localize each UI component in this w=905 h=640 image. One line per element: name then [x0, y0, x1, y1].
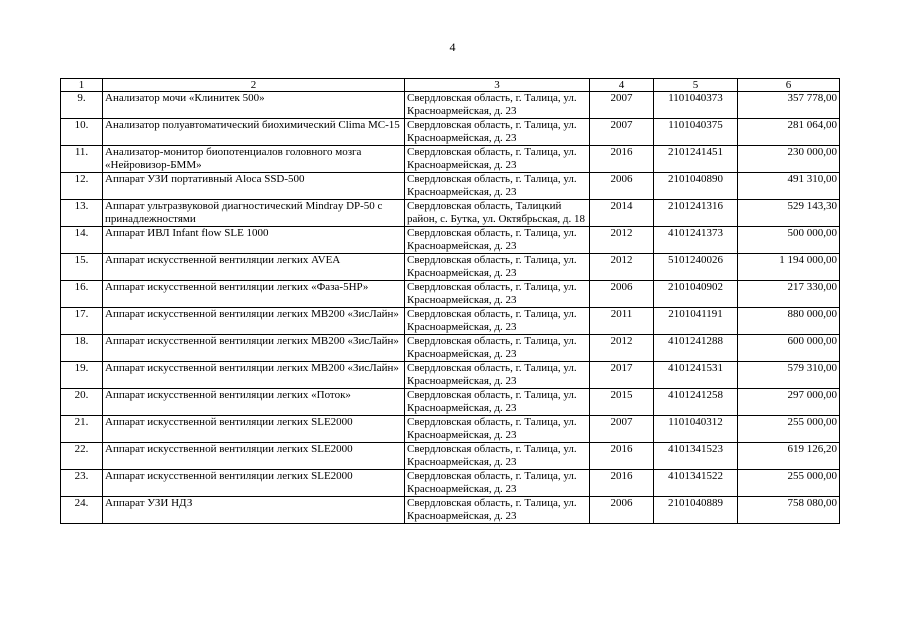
inventory-number: 4101341523 — [654, 443, 738, 470]
row-number: 11. — [61, 146, 103, 173]
inventory-number: 5101240026 — [654, 254, 738, 281]
inventory-number: 4101241373 — [654, 227, 738, 254]
column-number-row — [61, 79, 840, 92]
book-value: 1 194 000,00 — [738, 254, 840, 281]
column-header: 5 — [654, 79, 738, 92]
location-address: Свердловская область, г. Талица, ул. Красноармейская, д. 23 — [405, 497, 590, 524]
inventory-number: 2101040890 — [654, 173, 738, 200]
inventory-number: 1101040312 — [654, 416, 738, 443]
commission-year: 2006 — [590, 173, 654, 200]
table-row — [61, 443, 840, 470]
commission-year: 2012 — [590, 254, 654, 281]
location-address: Свердловская область, г. Талица, ул. Красноармейская, д. 23 — [405, 308, 590, 335]
column-header: 2 — [103, 79, 405, 92]
location-address: Свердловская область, г. Талица, ул. Красноармейская, д. 23 — [405, 119, 590, 146]
location-address: Свердловская область, г. Талица, ул. Красноармейская, д. 23 — [405, 470, 590, 497]
equipment-table — [60, 78, 840, 524]
book-value: 619 126,20 — [738, 443, 840, 470]
column-header: 3 — [405, 79, 590, 92]
row-number: 17. — [61, 308, 103, 335]
book-value: 357 778,00 — [738, 92, 840, 119]
equipment-name: Аппарат ультразвуковой диагностический Mindray DP-50 с принадлежностями — [103, 200, 405, 227]
location-address: Свердловская область, г. Талица, ул. Красноармейская, д. 23 — [405, 362, 590, 389]
row-number: 23. — [61, 470, 103, 497]
equipment-name: Аппарат УЗИ НДЗ — [103, 497, 405, 524]
inventory-number: 2101040902 — [654, 281, 738, 308]
commission-year: 2012 — [590, 227, 654, 254]
commission-year: 2007 — [590, 92, 654, 119]
location-address: Свердловская область, г. Талица, ул. Красноармейская, д. 23 — [405, 146, 590, 173]
inventory-number: 4101241288 — [654, 335, 738, 362]
row-number: 18. — [61, 335, 103, 362]
book-value: 230 000,00 — [738, 146, 840, 173]
equipment-name: Аппарат искусственной вентиляции легких AVEA — [103, 254, 405, 281]
row-number: 24. — [61, 497, 103, 524]
commission-year: 2017 — [590, 362, 654, 389]
row-number: 21. — [61, 416, 103, 443]
commission-year: 2014 — [590, 200, 654, 227]
table-row — [61, 119, 840, 146]
book-value: 500 000,00 — [738, 227, 840, 254]
table-row — [61, 362, 840, 389]
location-address: Свердловская область, Талицкий район, с. Бутка, ул. Октябрьская, д. 18 — [405, 200, 590, 227]
location-address: Свердловская область, г. Талица, ул. Красноармейская, д. 23 — [405, 227, 590, 254]
inventory-number: 1101040373 — [654, 92, 738, 119]
equipment-name: Аппарат искусственной вентиляции легких «Фаза-5НР» — [103, 281, 405, 308]
book-value: 255 000,00 — [738, 416, 840, 443]
equipment-name: Аппарат искусственной вентиляции легких MB200 «ЗисЛайн» — [103, 335, 405, 362]
inventory-number: 2101241316 — [654, 200, 738, 227]
commission-year: 2012 — [590, 335, 654, 362]
table-row — [61, 200, 840, 227]
commission-year: 2007 — [590, 119, 654, 146]
book-value: 491 310,00 — [738, 173, 840, 200]
table-row — [61, 146, 840, 173]
equipment-name: Аппарат искусственной вентиляции легких SLE2000 — [103, 470, 405, 497]
inventory-number: 1101040375 — [654, 119, 738, 146]
row-number: 22. — [61, 443, 103, 470]
inventory-number: 2101041191 — [654, 308, 738, 335]
inventory-number: 4101241258 — [654, 389, 738, 416]
column-header: 6 — [738, 79, 840, 92]
table-row — [61, 389, 840, 416]
row-number: 10. — [61, 119, 103, 146]
table-row — [61, 308, 840, 335]
table-row — [61, 227, 840, 254]
equipment-name: Аппарат искусственной вентиляции легких MB200 «ЗисЛайн» — [103, 308, 405, 335]
equipment-name: Анализатор мочи «Клинитек 500» — [103, 92, 405, 119]
row-number: 13. — [61, 200, 103, 227]
column-header: 4 — [590, 79, 654, 92]
location-address: Свердловская область, г. Талица, ул. Красноармейская, д. 23 — [405, 281, 590, 308]
book-value: 217 330,00 — [738, 281, 840, 308]
commission-year: 2006 — [590, 281, 654, 308]
book-value: 880 000,00 — [738, 308, 840, 335]
inventory-number: 2101241451 — [654, 146, 738, 173]
table-row — [61, 470, 840, 497]
table-row — [61, 416, 840, 443]
book-value: 281 064,00 — [738, 119, 840, 146]
row-number: 15. — [61, 254, 103, 281]
equipment-name: Аппарат УЗИ портативный Aloca SSD-500 — [103, 173, 405, 200]
equipment-name: Аппарат искусственной вентиляции легких MB200 «ЗисЛайн» — [103, 362, 405, 389]
equipment-name: Аппарат ИВЛ Infant flow SLE 1000 — [103, 227, 405, 254]
table-row — [61, 497, 840, 524]
table-row — [61, 92, 840, 119]
inventory-number: 4101241531 — [654, 362, 738, 389]
commission-year: 2016 — [590, 146, 654, 173]
location-address: Свердловская область, г. Талица, ул. Красноармейская, д. 23 — [405, 389, 590, 416]
row-number: 20. — [61, 389, 103, 416]
row-number: 9. — [61, 92, 103, 119]
equipment-name: Аппарат искусственной вентиляции легких SLE2000 — [103, 443, 405, 470]
table-row — [61, 281, 840, 308]
location-address: Свердловская область, г. Талица, ул. Красноармейская, д. 23 — [405, 173, 590, 200]
book-value: 529 143,30 — [738, 200, 840, 227]
commission-year: 2006 — [590, 497, 654, 524]
location-address: Свердловская область, г. Талица, ул. Красноармейская, д. 23 — [405, 335, 590, 362]
location-address: Свердловская область, г. Талица, ул. Красноармейская, д. 23 — [405, 254, 590, 281]
equipment-name: Аппарат искусственной вентиляции легких SLE2000 — [103, 416, 405, 443]
equipment-name: Анализатор-монитор биопотенциалов головного мозга «Нейровизор-БММ» — [103, 146, 405, 173]
row-number: 19. — [61, 362, 103, 389]
book-value: 297 000,00 — [738, 389, 840, 416]
inventory-number: 4101341522 — [654, 470, 738, 497]
commission-year: 2015 — [590, 389, 654, 416]
book-value: 758 080,00 — [738, 497, 840, 524]
inventory-number: 2101040889 — [654, 497, 738, 524]
book-value: 579 310,00 — [738, 362, 840, 389]
location-address: Свердловская область, г. Талица, ул. Красноармейская, д. 23 — [405, 92, 590, 119]
table-row — [61, 335, 840, 362]
table-row — [61, 173, 840, 200]
commission-year: 2011 — [590, 308, 654, 335]
commission-year: 2007 — [590, 416, 654, 443]
equipment-name: Аппарат искусственной вентиляции легких «Поток» — [103, 389, 405, 416]
page-number: 4 — [449, 40, 456, 54]
location-address: Свердловская область, г. Талица, ул. Красноармейская, д. 23 — [405, 416, 590, 443]
row-number: 12. — [61, 173, 103, 200]
row-number: 14. — [61, 227, 103, 254]
table-row — [61, 254, 840, 281]
book-value: 600 000,00 — [738, 335, 840, 362]
column-header: 1 — [61, 79, 103, 92]
book-value: 255 000,00 — [738, 470, 840, 497]
row-number: 16. — [61, 281, 103, 308]
table-body — [61, 79, 840, 524]
equipment-name: Анализатор полуавтоматический биохимический Clima MC-15 — [103, 119, 405, 146]
commission-year: 2016 — [590, 470, 654, 497]
commission-year: 2016 — [590, 443, 654, 470]
location-address: Свердловская область, г. Талица, ул. Красноармейская, д. 23 — [405, 443, 590, 470]
